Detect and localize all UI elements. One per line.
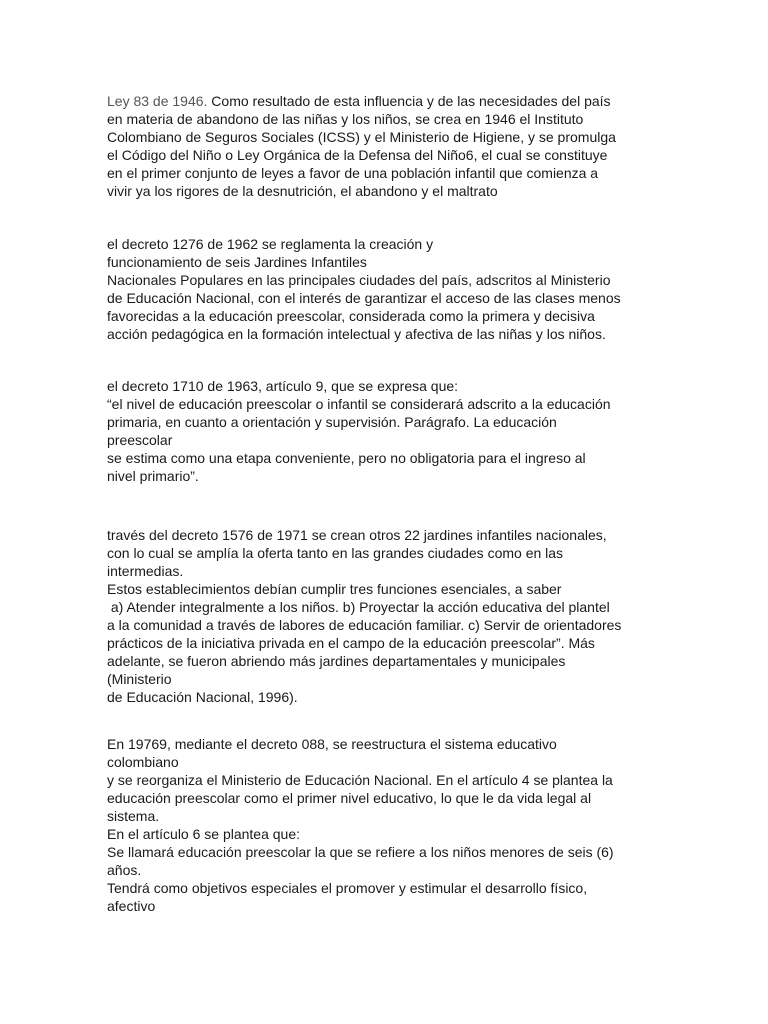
paragraph-1-line-5: en el primer conjunto de leyes a favor de una población infantil que comienza a [107,165,599,181]
paragraph-5-line-6: En el artículo 6 se plantea que: [107,826,301,842]
paragraph-1-line-6: vivir ya los rigores de la desnutrición, el abandono y el maltrato [107,183,498,199]
paragraph-5-line-7: Se llamará educación preescolar la que se refiere a los niños menores de seis (6) [107,844,614,860]
paragraph-4-line-1: través del decreto 1576 de 1971 se crean otros 22 jardines infantiles nacionales, [107,527,607,543]
paragraph-1-line-1-text: Como resultado de esta influencia y de las necesidades del país [207,93,611,109]
paragraph-2-line-2: funcionamiento de seis Jardines Infantiles [107,254,367,270]
paragraph-2-line-1: el decreto 1276 de 1962 se reglamenta la creación y [107,236,434,252]
paragraph-1-line-2: en materia de abandono de las niñas y los niños, se crea en 1946 el Instituto [107,111,584,127]
paragraph-2-line-3: Nacionales Populares en las principales ciudades del país, adscritos al Ministerio [107,272,611,288]
paragraph-1-line-3: Colombiano de Seguros Sociales (ICSS) y el Ministerio de Higiene, y se promulga [107,129,616,145]
paragraph-1-line-4: el Código del Niño o Ley Orgánica de la Defensa del Niño6, el cual se constituye [107,147,608,163]
paragraph-5-line-3: y se reorganiza el Ministerio de Educación Nacional. En el artículo 4 se plantea la [107,772,613,788]
paragraph-4-line-2: con lo cual se amplía la oferta tanto en las grandes ciudades como en las [107,545,564,561]
paragraph-5-line-8: años. [107,862,142,878]
paragraph-4-line-4: Estos establecimientos debían cumplir tres funciones esenciales, a saber [107,581,562,597]
paragraph-2-line-5: favorecidas a la educación preescolar, considerada como la primera y decisiva [107,308,595,324]
paragraph-4-line-5: a) Atender integralmente a los niños. b) Proyectar la acción educativa del plantel [107,599,610,615]
paragraph-4-line-8: adelante, se fueron abriendo más jardines departamentales y municipales [107,653,566,669]
paragraph-3-line-4: preescolar [107,432,173,448]
law-reference: Ley 83 de 1946. [107,93,208,109]
paragraph-4-line-3: intermedias. [107,563,184,579]
paragraph-5-line-1: En 19769, mediante el decreto 088, se reestructura el sistema educativo [107,736,557,752]
paragraph-3-line-1: el decreto 1710 de 1963, artículo 9, que se expresa que: [107,378,459,394]
paragraph-2-line-6: acción pedagógica en la formación intelectual y afectiva de las niñas y los niños. [107,326,606,342]
paragraph-5-line-2: colombiano [107,754,179,770]
paragraph-5-line-9: Tendrá como objetivos especiales el promover y estimular el desarrollo físico, [107,880,588,896]
paragraph-4-line-6: a la comunidad a través de labores de educación familiar. c) Servir de orientadores [107,617,622,633]
paragraph-5-line-4: educación preescolar como el primer nivel educativo, lo que le da vida legal al [107,790,592,806]
paragraph-3-line-2: “el nivel de educación preescolar o infantil se considerará adscrito a la educación [107,396,611,412]
paragraph-3-line-5: se estima como una etapa conveniente, pero no obligatoria para el ingreso al [107,450,586,466]
paragraph-4-line-9: (Ministerio [107,671,172,687]
paragraph-1-line-1 [107,92,611,110]
paragraph-4-line-10: de Educación Nacional, 1996). [107,689,298,705]
paragraph-4-line-7: prácticos de la iniciativa privada en el campo de la educación preescolar”. Más [107,635,595,651]
paragraph-3-line-3: primaria, en cuanto a orientación y supervisión. Parágrafo. La educación [107,414,557,430]
paragraph-5-line-5: sistema. [107,808,160,824]
paragraph-5-line-10: afectivo [107,898,156,914]
paragraph-2-line-4: de Educación Nacional, con el interés de garantizar el acceso de las clases menos [107,290,621,306]
paragraph-3-line-6: nivel primario”. [107,468,199,484]
